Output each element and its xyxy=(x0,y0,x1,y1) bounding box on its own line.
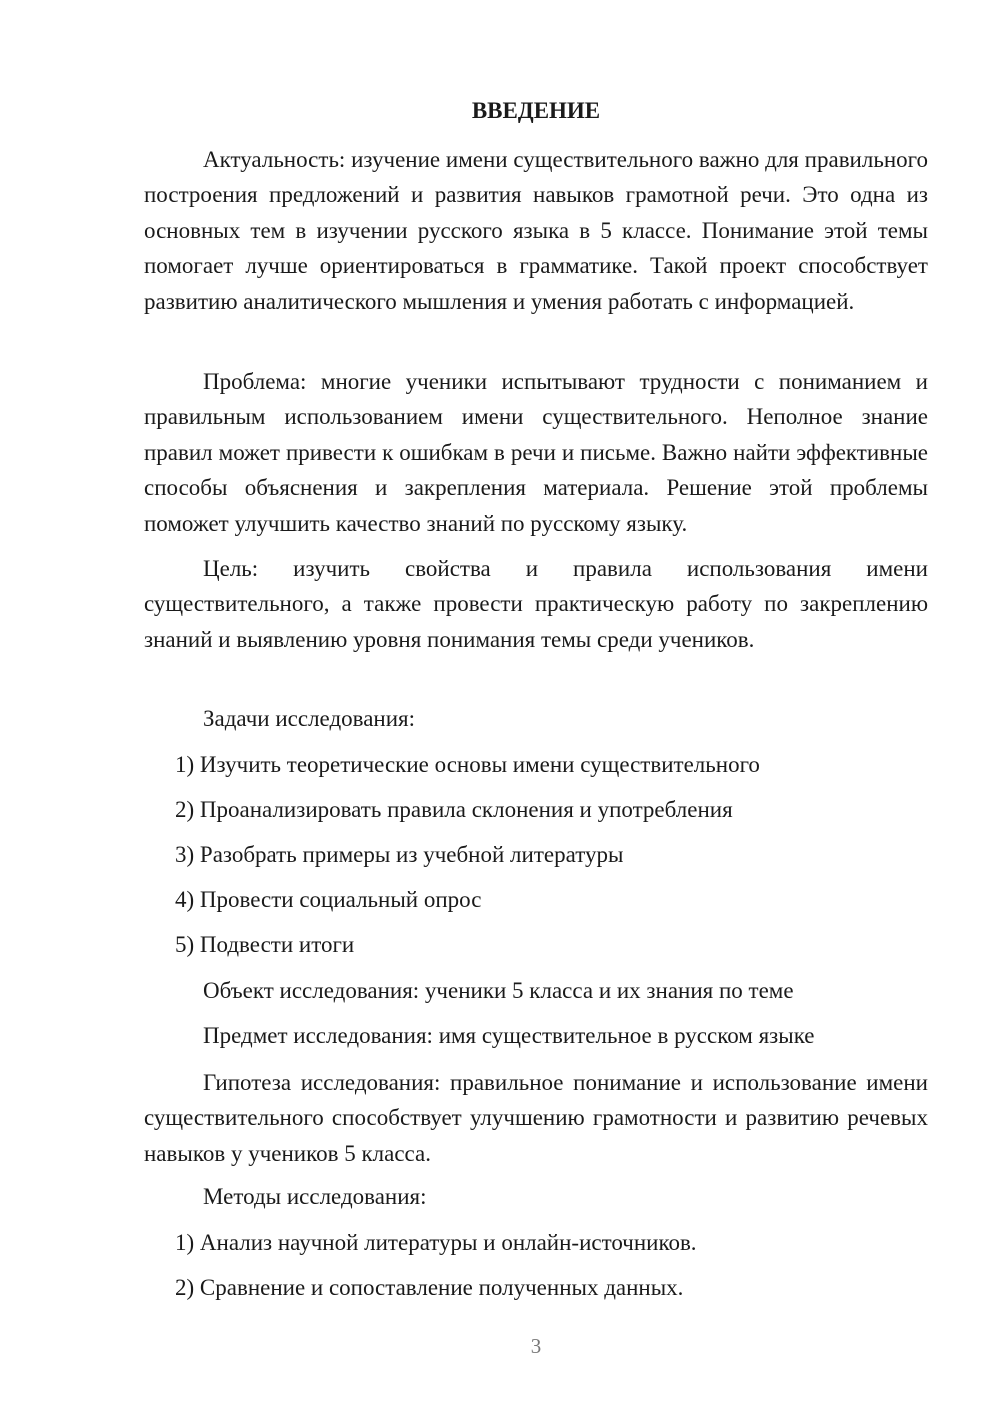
method-item: 2) Сравнение и сопоставление полученных данных. xyxy=(175,1275,684,1300)
page-title: ВВЕДЕНИЕ xyxy=(471,98,601,123)
task-item: 5) Подвести итоги xyxy=(175,932,355,957)
research-object: Объект исследования: ученики 5 класса и их знания по теме xyxy=(203,978,794,1003)
tasks-heading: Задачи исследования: xyxy=(203,706,416,731)
methods-heading: Методы исследования: xyxy=(203,1184,427,1209)
page-number: 3 xyxy=(530,1334,542,1358)
task-item: 2) Проанализировать правила склонения и употребления xyxy=(175,797,733,822)
problem-paragraph: Проблема: многие ученики испытывают трудности с пониманием и правильным использованием имени существительного. Неполное знание правил может привести к ошибкам в речи и письме. Важно найти эффективные способы объяснения и закрепления материала. Решение этой проблемы поможет улучшить качество знаний по русскому языку. xyxy=(144,369,928,536)
goal-paragraph: Цель: изучить свойства и правила использования имени существительного, а также провести практическую работу по закреплению знаний и выявлению уровня понимания темы среди учеников. xyxy=(144,556,928,652)
task-item: 3) Разобрать примеры из учебной литературы xyxy=(175,842,624,867)
research-subject: Предмет исследования: имя существительное в русском языке xyxy=(203,1023,815,1048)
task-item: 4) Провести социальный опрос xyxy=(175,887,482,912)
method-item: 1) Анализ научной литературы и онлайн-источников. xyxy=(175,1230,697,1255)
relevance-paragraph: Актуальность: изучение имени существительного важно для правильного построения предложений и развития навыков грамотной речи. Это одна из основных тем в изучении русского языка в 5 классе. Понимание этой темы помогает лучше ориентироваться в грамматике. Такой проект способствует развитию аналитического мышления и умения работать с информацией. xyxy=(144,147,928,314)
hypothesis-paragraph: Гипотеза исследования: правильное понимание и использование имени существительного способствует улучшению грамотности и развитию речевых навыков у учеников 5 класса. xyxy=(144,1070,928,1166)
task-item: 1) Изучить теоретические основы имени существительного xyxy=(175,752,760,777)
